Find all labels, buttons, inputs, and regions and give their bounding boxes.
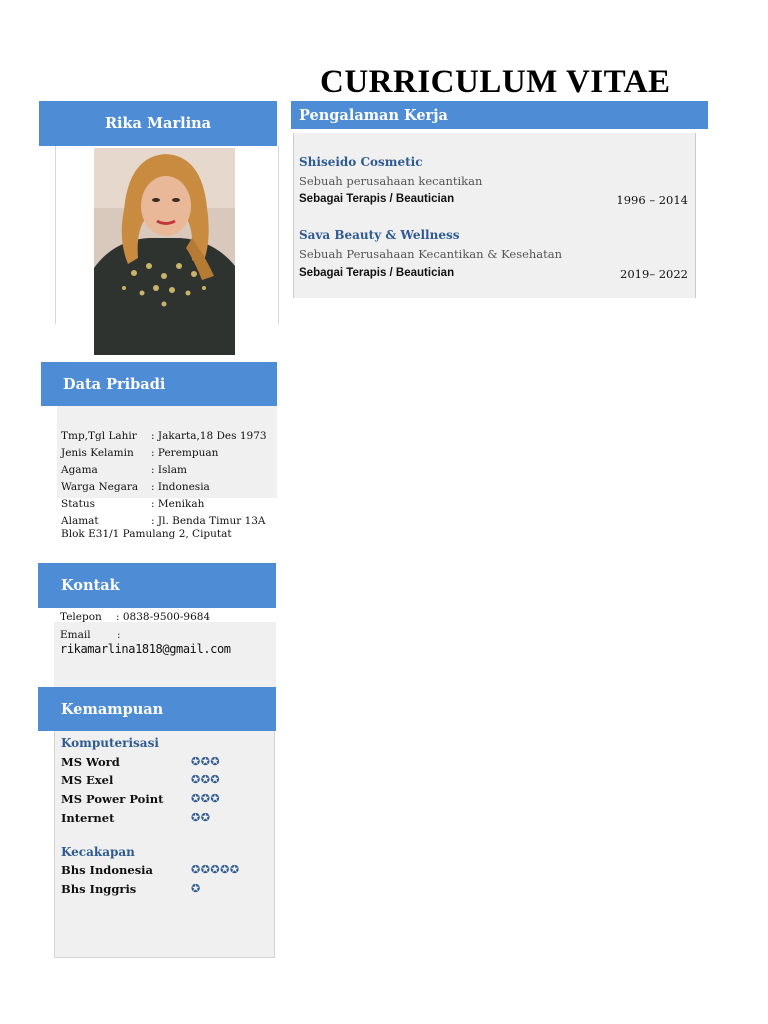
personal-label: Jenis Kelamin (61, 447, 134, 459)
phone-value: : 0838-9500-9684 (116, 611, 211, 623)
skill-rating-stars: ✪✪✪ (191, 755, 221, 768)
personal-value: : Islam (151, 464, 187, 476)
skill-rating-stars: ✪✪✪✪✪ (191, 863, 240, 876)
job-description: Sebuah perusahaan kecantikan (299, 174, 483, 188)
personal-value: : Jakarta,18 Des 1973 (151, 430, 267, 442)
personal-value: : Perempuan (151, 447, 219, 459)
job-period: 2019– 2022 (620, 267, 688, 281)
address-line-2: Blok E31/1 Pamulang 2, Ciputat (61, 528, 232, 540)
computer-skills-heading: Komputerisasi (61, 736, 159, 750)
personal-value: : Indonesia (151, 481, 210, 493)
language-skills-heading: Kecakapan (61, 845, 135, 859)
skill-rating-stars: ✪✪✪ (191, 773, 221, 786)
email-separator: : (117, 629, 121, 641)
profile-photo (94, 148, 235, 355)
skill-name: MS Exel (61, 773, 114, 787)
personal-label: Tmp,Tgl Lahir (61, 430, 137, 442)
job-company: Sava Beauty & Wellness (299, 228, 460, 242)
document-title: CURRICULUM VITAE (320, 64, 671, 100)
skills-header: Kemampuan (38, 687, 276, 731)
skill-name: Internet (61, 811, 115, 825)
personal-data-header: Data Pribadi (41, 362, 277, 406)
contact-header: Kontak (38, 563, 276, 608)
job-description: Sebuah Perusahaan Kecantikan & Kesehatan (299, 247, 563, 261)
skill-name: Bhs Indonesia (61, 863, 153, 877)
job-role: Sebagai Terapis / Beautician (299, 267, 455, 279)
experience-header: Pengalaman Kerja (291, 101, 708, 129)
email-value: rikamarlina1818@gmail.com (60, 642, 231, 656)
skill-name: Bhs Inggris (61, 882, 137, 896)
skill-name: MS Power Point (61, 792, 164, 806)
personal-value: : Menikah (151, 498, 205, 510)
skill-rating-stars: ✪✪ (191, 811, 211, 824)
skill-rating-stars: ✪ (191, 882, 201, 895)
personal-label: Alamat (61, 515, 99, 527)
skill-rating-stars: ✪✪✪ (191, 792, 221, 805)
personal-label: Status (61, 498, 96, 510)
job-company: Shiseido Cosmetic (299, 155, 423, 169)
job-role: Sebagai Terapis / Beautician (299, 193, 455, 205)
job-period: 1996 – 2014 (616, 193, 688, 207)
name-header: Rika Marlina (39, 101, 277, 146)
personal-label: Warga Negara (61, 481, 139, 493)
personal-value: : Jl. Benda Timur 13A (151, 515, 266, 527)
personal-label: Agama (61, 464, 98, 476)
email-label: Email (60, 629, 91, 641)
skill-name: MS Word (61, 755, 120, 769)
phone-label: Telepon (60, 611, 102, 623)
